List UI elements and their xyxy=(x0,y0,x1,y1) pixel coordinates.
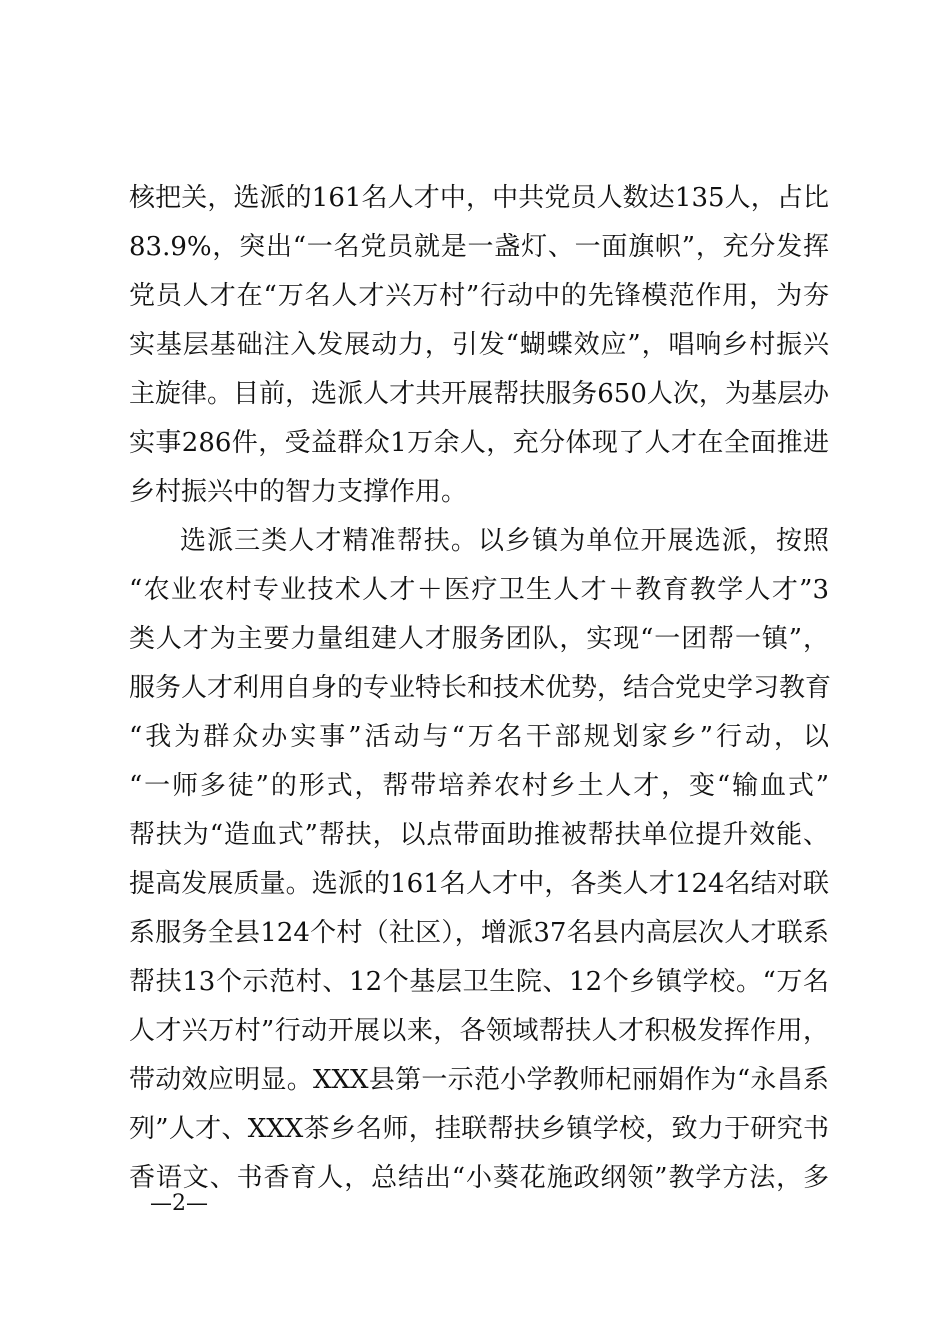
paragraph-heading-line: 选派三类人才精准帮扶。以乡镇为单位开展选派，按照 xyxy=(180,526,829,556)
text-line: 83.9%，突出“一名党员就是一盏灯、一面旗帜”，充分发挥 xyxy=(129,232,829,262)
text-line: 列”人才、XXX茶乡名师，挂联帮扶乡镇学校，致力于研究书 xyxy=(129,1114,829,1144)
text-line: 核把关，选派的161名人才中，中共党员人数达135人，占比 xyxy=(129,183,829,213)
text-line: 主旋律。目前，选派人才共开展帮扶服务650人次，为基层办 xyxy=(129,379,829,409)
text-line: “我为群众办实事”活动与“万名干部规划家乡”行动，以 xyxy=(129,722,829,752)
text-line: 带动效应明显。XXX县第一示范小学教师杞丽娟作为“永昌系 xyxy=(129,1065,829,1095)
text-line: 系服务全县124个村（社区），增派37名县内高层次人才联系 xyxy=(129,918,829,948)
text-line: 服务人才利用自身的专业特长和技术优势，结合党史学习教育 xyxy=(129,673,832,703)
text-line: 类人才为主要力量组建人才服务团队，实现“一团帮一镇”， xyxy=(129,624,829,654)
page-number: —2— xyxy=(150,1191,208,1216)
text-line: “一师多徒”的形式，帮带培养农村乡土人才，变“输血式” xyxy=(129,771,829,801)
text-line: 提高发展质量。选派的161名人才中，各类人才124名结对联 xyxy=(129,869,829,899)
text-line: 实事286件，受益群众1万余人，充分体现了人才在全面推进 xyxy=(129,428,829,458)
text-line: “农业农村专业技术人才＋医疗卫生人才＋教育教学人才”3 xyxy=(129,575,829,605)
text-line: 人才兴万村”行动开展以来，各领域帮扶人才积极发挥作用， xyxy=(129,1016,829,1046)
text-line: 乡村振兴中的智力支撑作用。 xyxy=(129,477,468,507)
text-line: 实基层基础注入发展动力，引发“蝴蝶效应”，唱响乡村振兴 xyxy=(129,330,829,360)
text-line: 党员人才在“万名人才兴万村”行动中的先锋模范作用，为夯 xyxy=(129,281,829,311)
text-line: 香语文、书香育人，总结出“小葵花施政纲领”教学方法，多 xyxy=(129,1163,829,1193)
text-line: 帮扶为“造血式”帮扶，以点带面助推被帮扶单位提升效能、 xyxy=(129,820,829,850)
text-line: 帮扶13个示范村、12个基层卫生院、12个乡镇学校。“万名 xyxy=(129,967,829,997)
